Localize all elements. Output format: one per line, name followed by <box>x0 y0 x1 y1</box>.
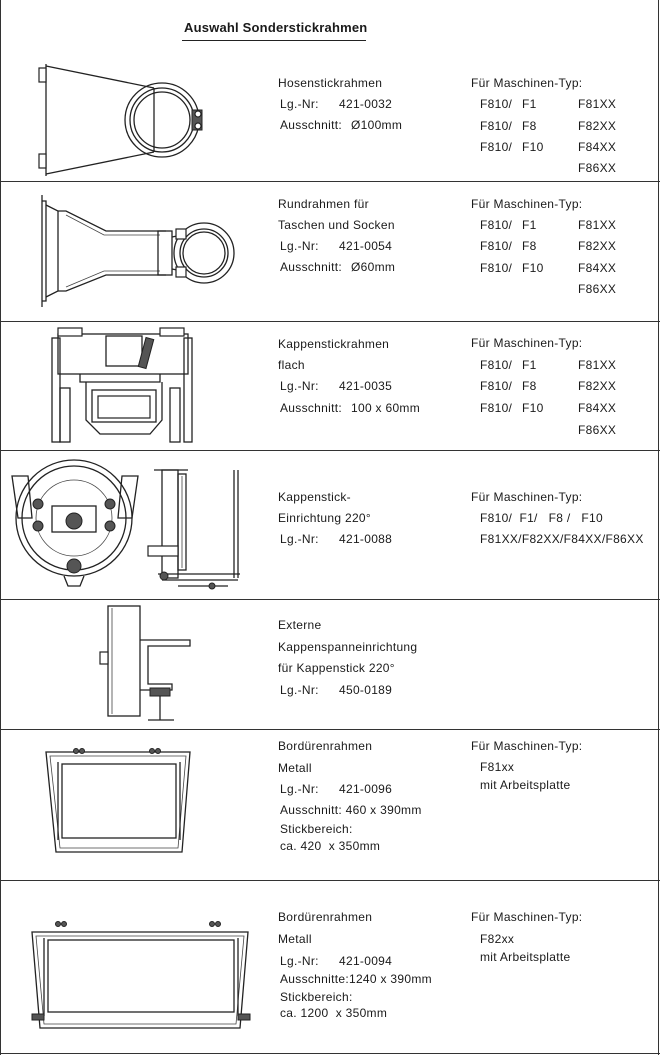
machine-model: F10 <box>522 401 544 415</box>
machine-model: F82XX <box>578 379 617 393</box>
page-title: Auswahl Sonderstickrahmen <box>184 20 368 35</box>
part-number: 450-0189 <box>339 683 393 697</box>
machine-model: F86XX <box>578 423 617 437</box>
machine-model: F10 <box>522 140 544 154</box>
machine-model: F810/ <box>480 239 513 253</box>
product-name: Kappenstick- <box>278 490 351 504</box>
area-value: ca. 1200 x 350mm <box>280 1006 388 1020</box>
border-frame-460-drawing-icon <box>40 746 200 858</box>
machine-model: F1 <box>522 97 537 111</box>
part-number: 421-0088 <box>339 532 393 546</box>
machine-heading: Für Maschinen-Typ: <box>471 739 583 753</box>
machine-model: F82XX <box>578 119 617 133</box>
round-frame-drawing-icon <box>36 191 246 311</box>
area-label: Stickbereich: <box>280 822 353 836</box>
product-name: Kappenspanneinrichtung <box>278 640 418 654</box>
machine-model: F81XX <box>578 97 617 111</box>
row-divider <box>0 181 660 182</box>
machine-model: F8 <box>522 239 537 253</box>
machine-model: F81XX <box>578 358 617 372</box>
machine-model: F1 <box>522 218 537 232</box>
cut-value: Ø100mm <box>351 118 403 132</box>
part-number-label: Lg.-Nr: <box>280 782 319 796</box>
cut-value: 100 x 60mm <box>351 401 421 415</box>
machine-heading: Für Maschinen-Typ: <box>471 336 583 350</box>
part-number: 421-0054 <box>339 239 393 253</box>
cut-label: Ausschnitt: <box>280 260 342 274</box>
machine-note: mit Arbeitsplatte <box>480 778 571 792</box>
cut-text: Ausschnitte:1240 x 390mm <box>280 972 432 986</box>
row-divider <box>0 880 660 881</box>
machine-model: F8 <box>522 379 537 393</box>
product-name: Metall <box>278 761 312 775</box>
machine-model: F86XX <box>578 282 617 296</box>
trouser-frame-drawing-icon <box>34 58 214 178</box>
machine-model: F810/ <box>480 379 513 393</box>
machine-model: F810/ <box>480 119 513 133</box>
cut-text: Ausschnitt: 460 x 390mm <box>280 803 422 817</box>
cut-value: Ø60mm <box>351 260 396 274</box>
machine-model: F84XX <box>578 140 617 154</box>
machine-model: F810/ <box>480 140 513 154</box>
machine-model: F84XX <box>578 401 617 415</box>
machine-model: F810/ <box>480 97 513 111</box>
machine-model: F810/ <box>480 401 513 415</box>
machine-models: F81xx <box>480 760 515 774</box>
border-frame-1240-drawing-icon <box>28 918 254 1034</box>
machine-model: F810/ <box>480 218 513 232</box>
product-name: Rundrahmen für <box>278 197 369 211</box>
row-divider <box>0 599 660 600</box>
machine-model: F810/ <box>480 261 513 275</box>
area-value: ca. 420 x 350mm <box>280 839 381 853</box>
flat-cap-frame-drawing-icon <box>50 324 200 446</box>
machine-models: F810/ F1/ F8 / F10 <box>480 511 603 525</box>
product-name: Hosenstickrahmen <box>278 76 383 90</box>
product-name: Metall <box>278 932 312 946</box>
product-name: Einrichtung 220° <box>278 511 371 525</box>
cut-label: Ausschnitt: <box>280 401 342 415</box>
machine-model: F82XX <box>578 239 617 253</box>
machine-model: F84XX <box>578 261 617 275</box>
row-divider <box>0 729 660 730</box>
part-number-label: Lg.-Nr: <box>280 954 319 968</box>
part-number-label: Lg.-Nr: <box>280 97 319 111</box>
part-number: 421-0032 <box>339 97 393 111</box>
machine-model: F86XX <box>578 161 617 175</box>
product-name: flach <box>278 358 305 372</box>
machine-model: F1 <box>522 358 537 372</box>
part-number-label: Lg.-Nr: <box>280 683 319 697</box>
part-number: 421-0094 <box>339 954 393 968</box>
part-number: 421-0096 <box>339 782 393 796</box>
part-number-label: Lg.-Nr: <box>280 532 319 546</box>
cut-label: Ausschnitt: <box>280 118 342 132</box>
cap-device-220-drawing-icon <box>8 456 248 596</box>
title-underline <box>182 40 366 41</box>
machine-heading: Für Maschinen-Typ: <box>471 76 583 90</box>
machine-model: F8 <box>522 119 537 133</box>
row-divider <box>0 450 660 451</box>
product-name: Taschen und Socken <box>278 218 395 232</box>
product-name: Externe <box>278 618 322 632</box>
part-number: 421-0035 <box>339 379 393 393</box>
machine-models: F82xx <box>480 932 515 946</box>
machine-model: F810/ <box>480 358 513 372</box>
machine-models: F81XX/F82XX/F84XX/F86XX <box>480 532 644 546</box>
part-number-label: Lg.-Nr: <box>280 379 319 393</box>
machine-note: mit Arbeitsplatte <box>480 950 571 964</box>
product-name: Bordürenrahmen <box>278 739 373 753</box>
cap-clamp-drawing-icon <box>96 604 196 724</box>
right-border <box>658 0 659 1055</box>
machine-heading: Für Maschinen-Typ: <box>471 197 583 211</box>
machine-heading: Für Maschinen-Typ: <box>471 490 583 504</box>
product-name: Bordürenrahmen <box>278 910 373 924</box>
row-divider <box>0 321 660 322</box>
machine-heading: Für Maschinen-Typ: <box>471 910 583 924</box>
machine-model: F81XX <box>578 218 617 232</box>
row-divider <box>0 1053 660 1054</box>
left-border <box>0 0 1 1055</box>
product-name: Kappenstickrahmen <box>278 337 390 351</box>
machine-model: F10 <box>522 261 544 275</box>
part-number-label: Lg.-Nr: <box>280 239 319 253</box>
product-name: für Kappenstick 220° <box>278 661 395 675</box>
area-label: Stickbereich: <box>280 990 353 1004</box>
